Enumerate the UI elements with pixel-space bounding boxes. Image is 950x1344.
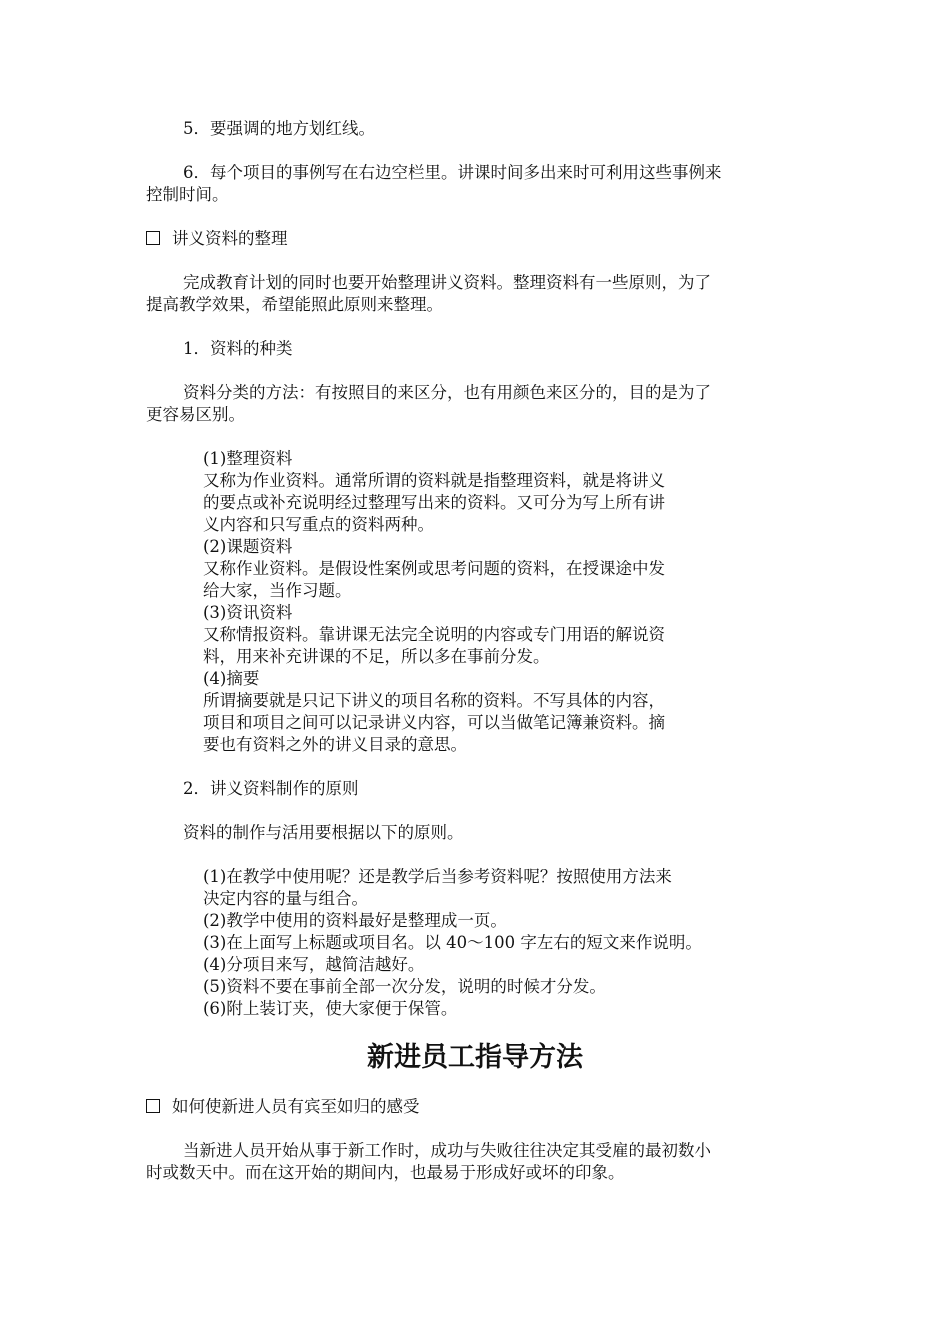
paragraph-line: 资料的制作与活用要根据以下的原则。 xyxy=(183,823,464,842)
list-item-line: (1)在教学中使用呢？还是教学后当参考资料呢？按照使用方法来 xyxy=(203,867,672,886)
subheading: 2．讲义资料制作的原则 xyxy=(183,779,359,798)
list-item-line: 又称情报资料。靠讲课无法完全说明的内容或专门用语的解说资 xyxy=(203,625,665,644)
page-title: 新进员工指导方法 xyxy=(367,1042,583,1073)
paragraph-line: 资料分类的方法：有按照目的来区分，也有用颜色来区分的，目的是为了 xyxy=(183,383,711,402)
list-item-line: 所谓摘要就是只记下讲义的项目名称的资料。不写具体的内容， xyxy=(203,691,665,710)
list-item-heading: (3)资讯资料 xyxy=(203,603,293,622)
list-item-line: 项目和项目之间可以记录讲义内容，可以当做笔记簿兼资料。摘 xyxy=(203,713,665,732)
list-item-heading: (1)整理资料 xyxy=(203,449,293,468)
section-heading-handout xyxy=(146,228,288,250)
checkbox-icon xyxy=(146,231,160,245)
paragraph-line: 时或数天中。而在这开始的期间内，也最易于形成好或坏的印象。 xyxy=(146,1163,625,1182)
list-item-heading: (2)课题资料 xyxy=(203,537,293,556)
list-item-line: 又称作业资料。是假设性案例或思考问题的资料，在授课途中发 xyxy=(203,559,665,578)
paragraph-line: 完成教育计划的同时也要开始整理讲义资料。整理资料有一些原则，为了 xyxy=(183,273,711,292)
paragraph-line: 5．要强调的地方划红线。 xyxy=(183,119,375,138)
checkbox-icon xyxy=(146,1099,160,1113)
paragraph-line: 当新进人员开始从事于新工作时，成功与失败往往决定其受雇的最初数小 xyxy=(183,1141,711,1160)
list-item-line: 义内容和只写重点的资料两种。 xyxy=(203,515,434,534)
subheading: 1．资料的种类 xyxy=(183,339,293,358)
list-item-line: 的要点或补充说明经过整理写出来的资料。又可分为写上所有讲 xyxy=(203,493,665,512)
list-item-line: 决定内容的量与组合。 xyxy=(203,889,368,908)
section-heading-text: 如何使新进人员有宾至如归的感受 xyxy=(172,1097,420,1116)
paragraph-line: 更容易区别。 xyxy=(146,405,245,424)
list-item-line: 料，用来补充讲课的不足，所以多在事前分发。 xyxy=(203,647,550,666)
list-item-line: (6)附上装订夹，使大家便于保管。 xyxy=(203,999,458,1018)
list-item-line: (2)教学中使用的资料最好是整理成一页。 xyxy=(203,911,507,930)
list-item-line: 又称为作业资料。通常所谓的资料就是指整理资料，就是将讲义 xyxy=(203,471,665,490)
list-item-line: (4)分项目来写，越简洁越好。 xyxy=(203,955,425,974)
list-item-line: (3)在上面写上标题或项目名。以 40～100 字左右的短文来作说明。 xyxy=(203,933,702,952)
paragraph-line: 提高教学效果，希望能照此原则来整理。 xyxy=(146,295,443,314)
list-item-line: (5)资料不要在事前全部一次分发，说明的时候才分发。 xyxy=(203,977,606,996)
paragraph-line: 控制时间。 xyxy=(146,185,229,204)
paragraph-line: 6．每个项目的事例写在右边空栏里。讲课时间多出来时可利用这些事例来 xyxy=(183,163,722,182)
list-item-heading: (4)摘要 xyxy=(203,669,260,688)
section-heading-text: 讲义资料的整理 xyxy=(172,229,288,248)
list-item-line: 要也有资料之外的讲义目录的意思。 xyxy=(203,735,467,754)
list-item-line: 给大家，当作习题。 xyxy=(203,581,352,600)
section-heading-new-staff xyxy=(146,1096,420,1118)
